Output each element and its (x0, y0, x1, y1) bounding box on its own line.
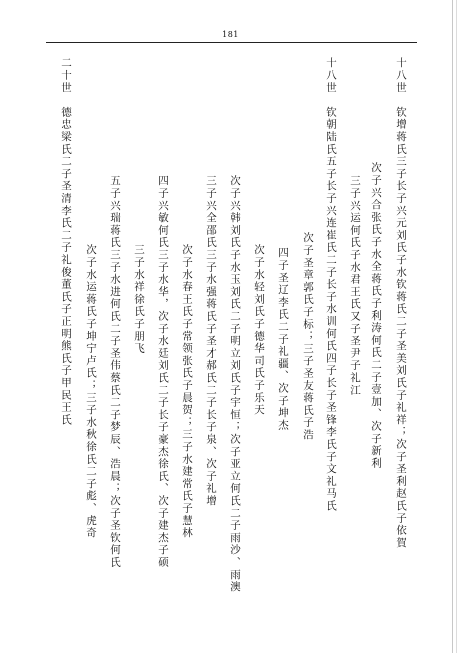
page-edge-line (456, 0, 457, 653)
text-column: 三子兴全邵氏三子水强蒋氏子圣才郝氏二子长子泉、次子礼增 (205, 175, 217, 508)
text-column: 十八世 钦增蒋氏三子长子兴元刘氏子水钦蒋氏二子圣美刘氏子礼祥；次子圣利赵氏子依賀 (395, 57, 407, 549)
header-rule (46, 42, 417, 43)
page-number: 181 (222, 30, 239, 39)
text-column: 次子水轻刘氏子德华司氏子乐天 (253, 244, 265, 417)
text-column: 次子兴韩刘氏子水玉刘氏二子明立刘氏子宇恒；次子亚立何氏二子雨沙、雨澳 (229, 175, 241, 594)
text-column: 四子兴敏何氏三子水华，次子水廷刘氏二子长子豪杰徐氏、次子建杰子硕 (157, 175, 169, 569)
text-column: 四子圣辽李氏二子礼疆、次子坤杰 (277, 247, 289, 432)
text-column: 次子圣章郭氏子标；三子圣友蒋氏子浩 (302, 232, 314, 442)
text-column: 五子兴瑞蒋氏三子水进何氏二子圣伟蔡氏二子梦辰、浩晨；次子圣钦何氏 (109, 175, 121, 569)
text-column: 十八世 钦朝陆氏五子长子兴连崔氏二子长子水训何氏四子长子圣锋李氏子文礼马氏 (325, 57, 337, 513)
page-edge-line (452, 0, 453, 653)
text-column: 次子水春王氏子常领张氏子晨贺；三子水建常氏子慧林 (181, 244, 193, 540)
text-column: 三子兴运何氏子水君王氏又子圣尹子礼江 (349, 175, 361, 397)
text-column: 三子水祥徐氏子朋飞 (133, 244, 145, 355)
text-column: 次子水运蒋氏子坤宁卢氏；三子水秋徐氏二子彪、虎奇 (85, 244, 97, 540)
text-column: 二十世 德忠梁氏二子圣清李氏二子礼俊董氏子正明熊氏子甲民王氏 (60, 57, 72, 426)
text-column: 次子兴合张氏子水全蒋氏子利涛何氏二子壹加、次子新利 (370, 162, 382, 470)
